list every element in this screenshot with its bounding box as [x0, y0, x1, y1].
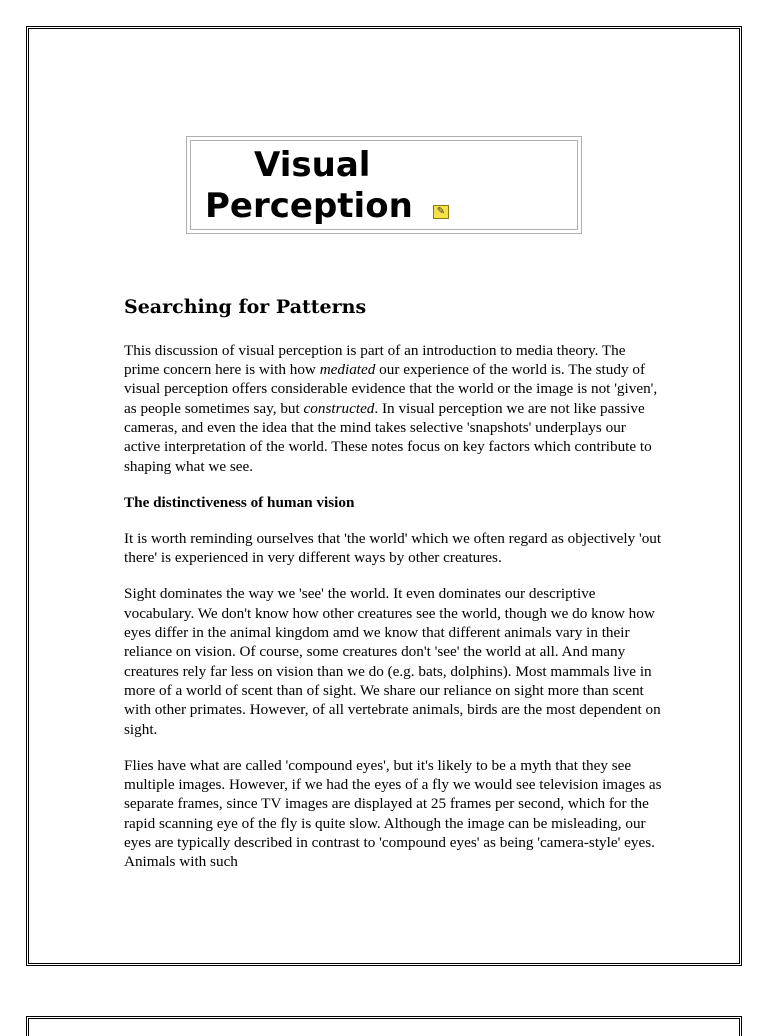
intro-emphasis-constructed: constructed	[303, 399, 375, 417]
document-body	[124, 296, 664, 889]
paragraph-sight: Sight dominates the way we 'see' the world. It even dominates our descriptive vocabulary. We don't know how other creatures see the world, though we do know how eyes differ in the animal kingdom amd we know that different animals vary in their reliance on vision. Of course, some creatures don't 'see' the world at all. And many creatures rely far less on vision than we do (e.g. bats, dolphins). Most mammals live in more of a world of scent than of sight. We share our reliance on sight more than scent with other primates. However, of all vertebrate animals, birds are the most dependent on sight.	[124, 585, 661, 738]
paragraph-world: It is worth reminding ourselves that 'the world' which we often regard as objectively 'out there' is experienced in very different ways by other creatures.	[124, 529, 662, 567]
title-line-2	[205, 186, 413, 226]
title-line-2-text: Perception	[205, 186, 413, 226]
intro-text-b: our experience of the world is. The study of visual perception offers considerable evidence that the world or the image is not 'given', as people sometimes say, but	[124, 361, 658, 417]
title-line-1: Visual	[254, 145, 371, 185]
paragraph-flies: Flies have what are called 'compound eyes', but it's likely to be a myth that they see multiple images. However, if we had the eyes of a fly we would see television images as separate frames, since TV images are displayed at 25 frames per second, which for the rapid scanning eye of the fly is quite slow. Although the image can be misleading, our eyes are typically described in contrast to 'compound eyes' as being 'camera-style' eyes. Animals with such	[124, 756, 662, 871]
intro-text-c: . In visual perception we are not like passive cameras, and even the idea that the mind takes selective 'snapshots' underplays our active interpretation of the world. These notes focus on key factors which contribute to shaping what we see.	[124, 399, 652, 475]
intro-text-a: This discussion of visual perception is part of an introduction to media theory. The prime concern here is with how	[124, 341, 626, 379]
subheading: The distinctiveness of human vision	[124, 493, 355, 511]
title-box	[186, 136, 582, 234]
intro-emphasis-mediated: mediated	[319, 361, 376, 379]
intro-paragraph	[124, 341, 664, 476]
edit-note-icon[interactable]: ✎	[433, 205, 449, 219]
next-page-frame	[26, 1016, 742, 1036]
section-heading: Searching for Patterns	[124, 296, 367, 318]
